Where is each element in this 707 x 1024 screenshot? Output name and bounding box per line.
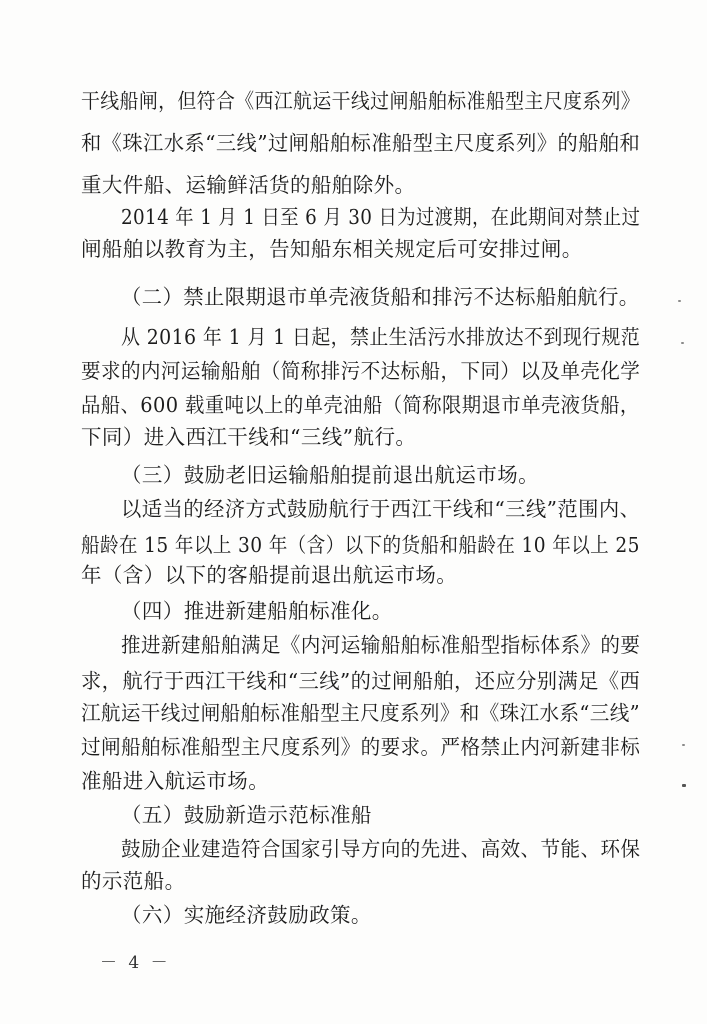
section-heading: （二）禁止限期退市单壳液货船和排污不达标船舶航行。 <box>121 285 640 309</box>
body-text-line: 下同）进入西江干线和“三线”航行。 <box>81 425 417 449</box>
paragraph-first-line: 以适当的经济方式鼓励航行于西江干线和“三线”范围内、 <box>121 497 641 521</box>
body-text-line: 干线船闸，但符合《西江航运干线过闸船舶标准船型主尺度系列》 <box>81 89 641 113</box>
section-heading: （五）鼓励新造示范标准船 <box>121 803 372 827</box>
section-heading: （六）实施经济鼓励政策。 <box>121 903 372 927</box>
body-text-line: 年（含）以下的客船提前退出航运市场。 <box>81 563 458 587</box>
body-text-line: 江航运干线过闸船舶标准船型主尺度系列》和《珠江水系“三线” <box>81 701 641 725</box>
body-text-line: 求，航行于西江干线和“三线”的过闸船舶，还应分别满足《西 <box>81 669 641 693</box>
paragraph-first-line: 鼓励企业建造符合国家引导方向的先进、高效、节能、环保 <box>121 837 641 861</box>
body-text-line: 船龄在 15 年以上 30 年（含）以下的货船和船龄在 10 年以上 25 <box>81 533 640 557</box>
page-number: － 4 － <box>100 953 171 973</box>
paragraph-first-line: 推进新建船舶满足《内河运输船舶标准船型指标体系》的要 <box>121 633 641 657</box>
scan-speck <box>681 342 684 344</box>
body-text-line: 闸船舶以教育为主，告知船东相关规定后可安排过闸。 <box>81 237 583 261</box>
section-heading: （四）推进新建船舶标准化。 <box>121 599 393 623</box>
body-text-line: 过闸船舶标准船型主尺度系列》的要求。严格禁止内河新建非标 <box>81 735 641 759</box>
paragraph-first-line: 2014 年 1 月 1 日至 6 月 30 日为过渡期，在此期间对禁止过 <box>121 205 641 229</box>
body-text-line: 重大件船、运输鲜活货的船舶除外。 <box>81 173 416 197</box>
paragraph-first-line: 从 2016 年 1 月 1 日起，禁止生活污水排放达不到现行规范 <box>121 325 641 349</box>
body-text-line: 的示范船。 <box>81 869 186 893</box>
section-heading: （三）鼓励老旧运输船舶提前退出航运市场。 <box>121 463 539 487</box>
scan-speck <box>678 300 681 302</box>
body-text-line: 要求的内河运输船舶（简称排污不达标船，下同）以及单壳化学 <box>81 359 641 383</box>
body-text-line: 和《珠江水系“三线”过闸船舶标准船型主尺度系列》的船舶和 <box>81 131 641 155</box>
scan-speck <box>682 784 686 787</box>
body-text-line: 品船、600 载重吨以上的单壳油船（简称限期退市单壳液货船， <box>81 393 640 417</box>
scan-speck <box>682 744 685 746</box>
body-text-line: 准船进入航运市场。 <box>81 769 270 793</box>
